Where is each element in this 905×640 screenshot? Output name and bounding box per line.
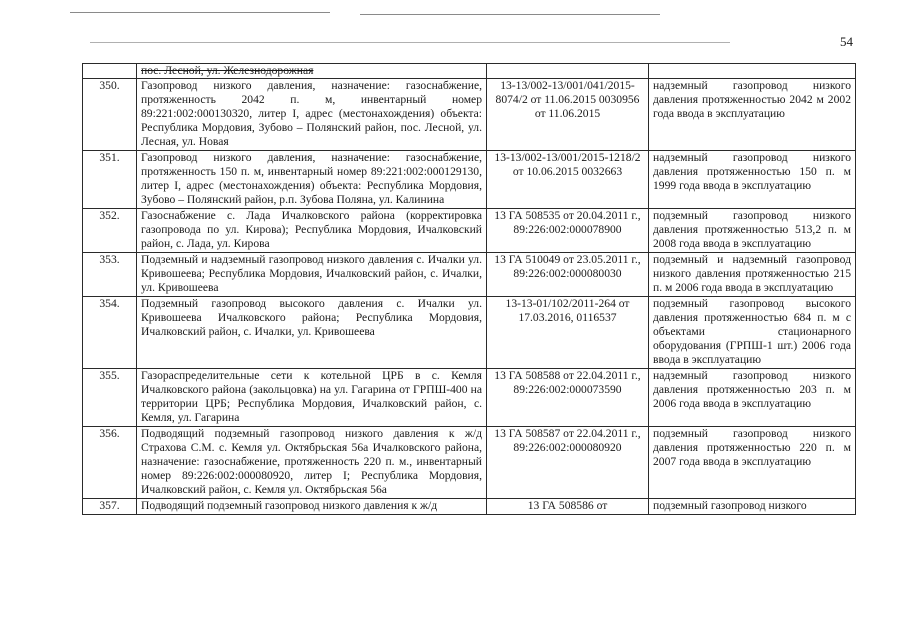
scan-artifact-line — [90, 42, 730, 43]
registration-document: 13 ГА 508587 от 22.04.2011 г., 89:226:002:000080920 — [487, 427, 649, 499]
object-description: Газопровод низкого давления, назначение: газоснабжение, протяженность 2042 п. м, инвентарный номер 89:221:002:000130320, литер I, адрес (местонахождения) объекта: Республика Мордовия, Зубово – Полянский район, пос. Лесной, ул. Лесная, ул. Новая — [137, 79, 487, 151]
object-characteristics: подземный газопровод низкого давления протяженностью 220 п. м 2007 года ввода в эксплуатацию — [649, 427, 856, 499]
table-row-continued — [83, 64, 856, 79]
object-characteristics: надземный газопровод низкого давления протяженностью 150 п. м 1999 года ввода в эксплуатацию — [649, 151, 856, 209]
object-description: Газоснабжение с. Лада Ичалковского района (корректировка газопровода по ул. Кирова); Республика Мордовия, Ичалковский район, с. Лада, ул. Кирова — [137, 209, 487, 253]
scan-artifact-line — [360, 14, 660, 15]
page-number: 54 — [840, 34, 853, 49]
object-characteristics: подземный и надземный газопровод низкого давления протяженностью 215 п. м 2006 года ввода в эксплуатацию — [649, 253, 856, 297]
object-characteristics: надземный газопровод низкого давления протяженностью 203 п. м 2006 года ввода в эксплуатацию — [649, 369, 856, 427]
row-number: 355. — [83, 369, 137, 427]
table-row — [83, 79, 856, 151]
table-row — [83, 499, 856, 515]
row-number: 356. — [83, 427, 137, 499]
table-row — [83, 297, 856, 369]
row-number: 351. — [83, 151, 137, 209]
cell-description: пос. Лесной, ул. Железнодорожная — [137, 64, 487, 79]
row-number: 354. — [83, 297, 137, 369]
object-description: Подводящий подземный газопровод низкого давления к ж/д — [137, 499, 487, 515]
object-characteristics: подземный газопровод высокого давления протяженностью 684 п. м с объектами стационарного оборудования (ГРПШ-1 шт.) 2006 года ввода в эксплуатацию — [649, 297, 856, 369]
cell-document — [487, 64, 649, 79]
table-row — [83, 209, 856, 253]
registration-document: 13 ГА 508588 от 22.04.2011 г., 89:226:002:000073590 — [487, 369, 649, 427]
registration-document: 13-13-01/102/2011-264 от 17.03.2016, 0116537 — [487, 297, 649, 369]
object-description: Газопровод низкого давления, назначение: газоснабжение, протяженность 150 п. м, инвентарный номер 89:221:002:000129130, литер I, адрес (местонахождения) объекта: Республика Мордовия, Зубово – Полянский район, р.п. Зубова Поляна, ул. Калинина — [137, 151, 487, 209]
registration-document: 13-13/002-13/001/041/2015-8074/2 от 11.06.2015 0030956 от 11.06.2015 — [487, 79, 649, 151]
row-number: 350. — [83, 79, 137, 151]
object-description: Подводящий подземный газопровод низкого давления к ж/д Страхова С.М. с. Кемля ул. Октябрьская 56а Ичалковского района, назначение: газоснабжение, протяженность 220 п. м., инвентарный номер 89:226:002:000080920, литер I; Республика Мордовия, Ичалковский район, с. Кемля ул. Октябрьская 56а — [137, 427, 487, 499]
registration-document: 13-13/002-13/001/2015-1218/2 от 10.06.2015 0032663 — [487, 151, 649, 209]
object-description: Подземный и надземный газопровод низкого давления с. Ичалки ул. Кривошеева; Республика Мордовия, Ичалковский район, с. Ичалки, ул. Кривошеева — [137, 253, 487, 297]
row-number: 352. — [83, 209, 137, 253]
scan-artifact-line — [70, 12, 330, 13]
object-description: Подземный газопровод высокого давления с. Ичалки ул. Кривошеева Ичалковского района; Республика Мордовия, Ичалковский район, с. Ичалки, ул. Кривошеева — [137, 297, 487, 369]
registration-document: 13 ГА 508535 от 20.04.2011 г., 89:226:002:000078900 — [487, 209, 649, 253]
table-row — [83, 253, 856, 297]
table-row — [83, 369, 856, 427]
object-characteristics: подземный газопровод низкого — [649, 499, 856, 515]
property-registry-table — [82, 63, 856, 515]
row-number: 357. — [83, 499, 137, 515]
table-row — [83, 151, 856, 209]
cell-number — [83, 64, 137, 79]
row-number: 353. — [83, 253, 137, 297]
registration-document: 13 ГА 510049 от 23.05.2011 г., 89:226:002:000080030 — [487, 253, 649, 297]
object-characteristics: подземный газопровод низкого давления протяженностью 513,2 п. м 2008 года ввода в эксплуатацию — [649, 209, 856, 253]
table-row — [83, 427, 856, 499]
registration-document: 13 ГА 508586 от — [487, 499, 649, 515]
object-characteristics: надземный газопровод низкого давления протяженностью 2042 м 2002 года ввода в эксплуатацию — [649, 79, 856, 151]
object-description: Газораспределительные сети к котельной ЦРБ в с. Кемля Ичалковского района (закольцовка) на ул. Гагарина от ГРПШ-400 на территории ЦРБ; Республика Мордовия, Ичалковский район, с. Кемля, ул. Гагарина — [137, 369, 487, 427]
cell-note — [649, 64, 856, 79]
